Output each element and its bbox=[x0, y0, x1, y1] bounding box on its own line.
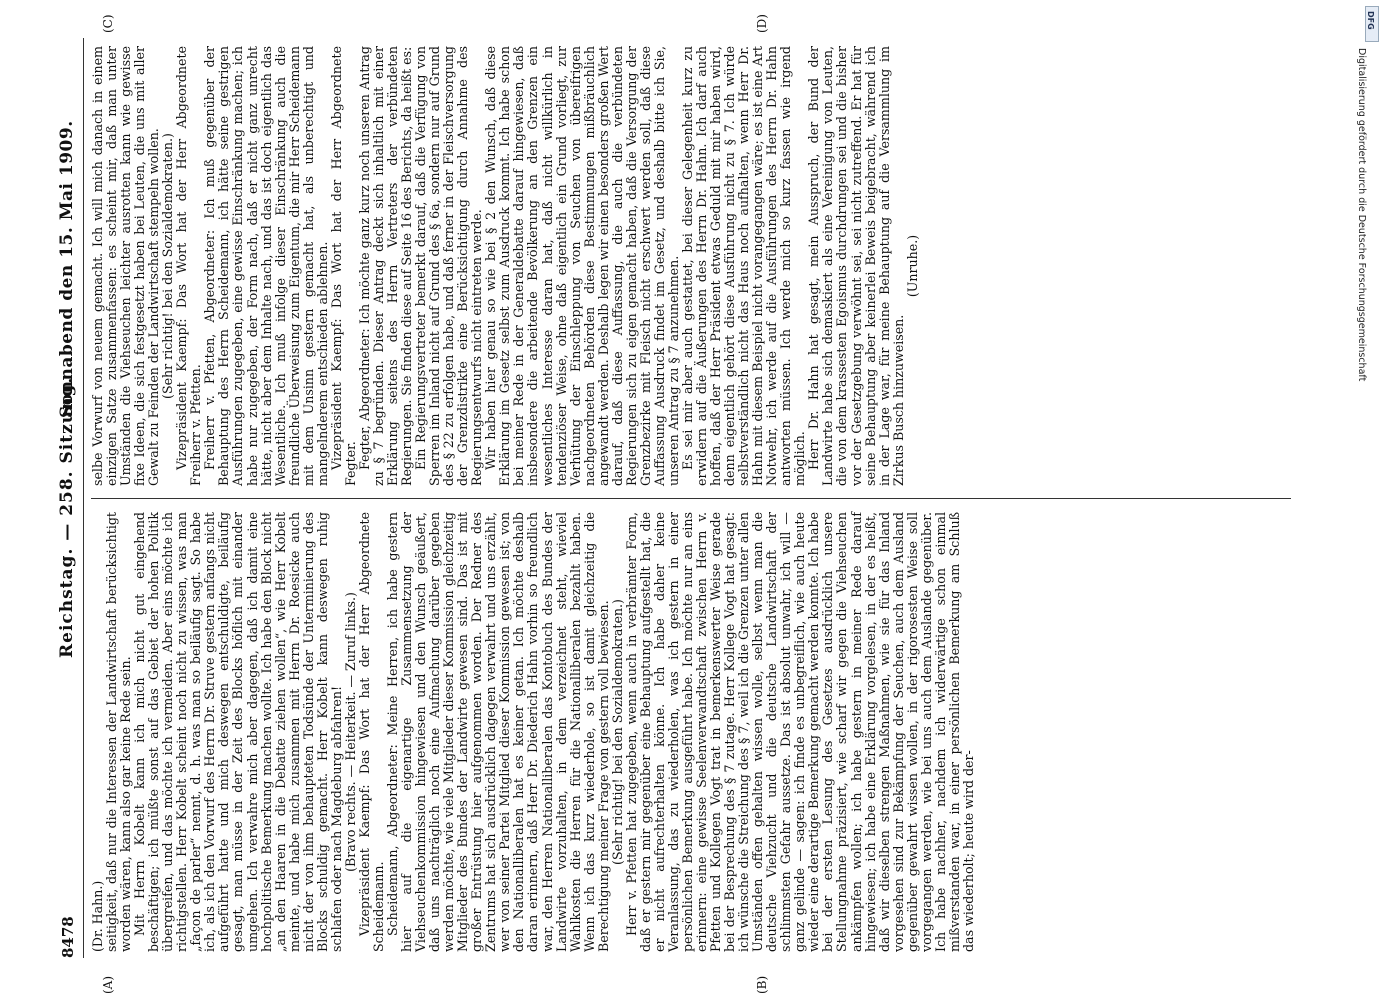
interjection: (Unruhe.) bbox=[904, 234, 920, 298]
chair-announcement: Vizepräsident Kaempf: Das Wort hat der Herr Abgeordnete Scheidemann. bbox=[356, 512, 386, 952]
interjection: (Bravo rechts. — Heiterkeit. — Zuruf links.) bbox=[342, 592, 358, 872]
speech-paragraph: Fegter, Abgeordneter: Ich möchte ganz kurz noch unseren Antrag zu § 7 begründen. Dieser Antrag deckt sich inhaltlich mit einer Erklärung seitens des Herrn Vertreters der verbündeten Regierungen. Sie finden diese auf Seite 16 des Berichts, da heißt es: bbox=[356, 46, 415, 486]
speech-paragraph: Herr v. Pfetten hat zugegeben, wenn auch in verbrämter Form, daß er gestern mir gegenüber eine Behauptung aufgestellt hat, die er nicht aufrechterhalten könne. Ich habe daher keine Veranlassung, das zu wiederholen, was ich gestern in einer persönlichen Bemerkung ausgeführt habe. Ich möchte nur an eins erinnern: eine gewisse Seelenverwandtschaft zwischen Herrn v. Pfetten und Kollegen Vogt trat in bemerkenswerter Weise gerade bei der Besprechung des § 7 zutage. Herr Kollege Vogt hat gesagt: ich wünsche die Streichung des § 7, weil ich die Grenzen unter allen Umständen offen gehalten wissen wolle, selbst wenn man die deutsche Viehzucht und die deutsche Landwirtschaft der schlimmsten Gefahr aussetze. Das ist absolut unwahr, ich will — ganz gelinde — sagen: ich finde es unbegreiflich, wie auch heute wieder eine derartige Bemerkung gemacht werden konnte. Ich habe bei der ersten Lesung des Gesetzes ausdrücklich unsere Stellungnahme präzisiert, wie scharf wir gegen die Viehseuchen ankämpfen wollen; ich habe gestern in meiner Rede darauf hingewiesen; ich habe eine Erklärung vorgelesen, in der es heißt, daß wir dieselben strengen Maßnahmen, wie sie für das Inland vorgesehen sind zur Bekämpfung der Seuchen, auch dem Ausland gegenüber gewahrt wissen wollen, in der rigorosesten Weise soll vorgegangen werden, wie bei uns auch dem Auslande gegenüber. Ich habe nachher, nachdem ich widerwärtige schon einmal mißverstanden war, in einer persönlichen Bemerkung am Schluß das wiederholt; heute wird der- bbox=[623, 512, 976, 952]
interjection: (Sehr richtig! bei den Sozialdemokraten.) bbox=[609, 599, 625, 865]
speech-paragraph: Scheidemann, Abgeordneter: Meine Herren, ich habe gestern hier auf die eigenartige Zusammensetzung der Viehseuchenkommission hingewiesen und den Wunsch geäußert, daß uns nachträglich noch eine Aufmachung darüber gegeben werden möchte, wie viele Mitglieder dieser Kommission gleichzeitig Mitglieder des Bundes der Landwirte gewesen sind. Das ist mit großer Entrüstung hier aufgenommen worden. Der Redner des Zentrums hat sich ausdrücklich dagegen verwahrt und uns erzählt, wer von seiner Partei Mitglied dieser Kommission gewesen ist; von den Nationalliberalen hat es keiner getan. Ich möchte deshalb daran erinnern, daß Herr Dr. Diederich Hahn vorhin so freundlich war, den Herren Nationalliberalen das Kontobuch des Bundes der Landwirte vorzuhalten, in dem verzeichnet steht, wieviel Wahlkosten die Herren für die Nationalliberalen bezahlt haben. Wenn ich das kurz wiederhole, so ist damit gleichzeitig die Berechtigung meiner Frage von gestern voll bewiesen. bbox=[384, 512, 611, 952]
header-rule bbox=[83, 38, 84, 958]
paragraph: selbe Vorwurf von neuem gemacht. Ich will mich danach in einem einzigen Satze zusammenfassen: es scheint mir, daß man unter Umständen die Viehseuchen leichter ausrotten kann wie gewisse fixe Ideen, die sich festgesetzt haben bei Leuten, die uns mit aller Gewalt zu Feinden der Landwirtschaft stempeln wollen. bbox=[90, 46, 162, 486]
margin-mark-b: (B) bbox=[755, 975, 769, 994]
page-header bbox=[55, 38, 83, 958]
right-column bbox=[91, 46, 920, 486]
dfg-logo-text: DFG bbox=[1366, 11, 1375, 30]
digitization-note bbox=[1356, 48, 1377, 688]
header-date: Sonnabend den 15. Mai 1909. bbox=[57, 120, 77, 418]
speaker-reference: (Dr. Hahn.) bbox=[90, 880, 105, 952]
dfg-logo bbox=[1365, 6, 1379, 42]
paragraph: Mit Herrn Kobelt kann ich mich nicht gut eingehend beschäftigen; ich müßte sonst auf das Gebiet der hohen Politik übergreifen, und das möchte ich vermeiden. Aber eins möchte ich richtigstellen. Herr Kobelt scheint noch nicht zu wissen, was man „façon de parler“ nennt, d. h. was man so beiläufig sagt. So habe ich, als ich den Vorwurf des Herrn Dr. Struve gestern anfangs nicht aufgeführt hatte und mich deswegen entschuldigte, beiläufig gesagt, man müsse in der Zeit des Blocks höflich mit einander umgehen. Ich verwahre mich aber dagegen, daß ich damit eine hochpolitische Bemerkung machen wollte. Ich habe den Block nicht „an den Haaren in die Debatte ziehen wollen“, wie Herr Kobelt meinte, und habe mich zusammen mit Herrn Dr. Roesicke auch nicht der von ihm behaupteten Todsünde der Unterminierung des Blocks schuldig gemacht. Herr Kobelt kann deswegen ruhig schlafen oder nach Magdeburg abfahren! bbox=[132, 512, 344, 952]
left-column bbox=[91, 512, 976, 952]
column-divider bbox=[91, 498, 1291, 499]
interjection: (Sehr richtig! bei den Sozialdemokraten.) bbox=[160, 133, 176, 399]
page-content bbox=[55, 14, 1305, 994]
speech-paragraph: Freiherr v. Pfetten, Abgeordneter: Ich muß gegenüber der Behauptung des Herrn Scheidemann, ich hätte seine gestrigen Ausführungen zugegeben, eine gewisse Einschränkung machen; ich habe nur zugegeben, der Form nach, daß er nicht ganz unrecht hätte, nicht aber dem Inhalte nach, und das ist doch eigentlich das Wesentliche. Ich muß infolge dieser Einschränkung auch die freundliche Überweisung zum Eigentum, die mir Herr Scheidemann mit dem Unsinn gestern gemacht hat, als unberechtigt und mangelnderem entschieden ablehnen. bbox=[202, 46, 330, 486]
page-number: 8478 bbox=[59, 916, 77, 958]
speech-paragraph: Es sei mir aber auch gestattet, bei dieser Gelegenheit kurz zu erwidern auf die Äußerungen des Herrn Dr. Hahn. Ich darf auch hoffen, daß der Herr Präsident etwas Geduld mit mir haben wird, denn eigentlich gehört diese Ausführung nicht zu § 7. Ich würde selbstverständlich nicht das Haus noch aufhalten, wenn Herr Dr. Hahn mit diesem Beispiel nicht vorangegangen wäre; es ist eine Art Notwehr, ich werde auf die Ausführungen des Herrn Dr. Hahn antworten müssen. Ich werde mich so kurz fassen wie irgend möglich. bbox=[679, 46, 808, 486]
paragraph: seitigkeit, daß nur die Interessen der Landwirtschaft berücksichtigt worden wären, kann also gar keine Rede sein. bbox=[104, 512, 134, 952]
margin-mark-d: (D) bbox=[755, 14, 769, 33]
speech-paragraph: Herr Dr. Hahn hat gesagt, mein Ausspruch, der Bund der Landwirte habe sich demaskiert als eine Vereinigung von Leuten, die von dem krassesten Egoismus durchdrungen sei und die bisher vor der Gesetzgebung verwöhnt sei, sei nicht zutreffend. Er hat für seine Behauptung aber keinerlei Beweis beigebracht, während ich in der Lage war, für meine Behauptung auf die Versammlung im Zirkus Busch hinzuweisen. bbox=[806, 46, 906, 486]
chair-announcement: Vizepräsident Kaempf: Das Wort hat der Herr Abgeordnete Fegter. bbox=[328, 46, 358, 486]
speech-paragraph: Wir haben hier genau so wie bei § 2 den Wunsch, daß diese Erklärung im Gesetz selbst zum Ausdruck kommt. Ich habe schon bei meiner Rede in der Generaldebatte darauf hingewiesen, daß insbesondere die arbeitende Bevölkerung an den Grenzen ein wesentliches Interesse daran hat, daß nicht willkürlich in tendenziöser Weise, ohne daß eigentlich ein Grund vorliegt, zur Verhütung der Einschleppung von Seuchen von übereifrigen nachgeordneten Behörden diese Bestimmungen mißbräuchlich angewandt werden. Deshalb legen wir einen besonders großen Wert darauf, daß diese Auffassung, die auch die verbündeten Regierungen sich zu eigen gemacht haben, daß die Versorgung der Grenzbezirke mit Fleisch nicht erschwert werden soll, daß diese Auffassung Ausdruck findet im Gesetz, und deshalb bitte ich Sie, unseren Antrag zu § 7 anzunehmen. bbox=[483, 46, 681, 486]
quoted-passage: Ein Regierungsvertreter bemerkt darauf, daß die Verfügung von Sperren im Inland nicht auf Grund des § 6a, sondern nur auf Grund des § 22 zu erfolgen habe, und daß ferner in der Fleischversorgung der Grenzdistrikte eine Berücksichtigung durch Annahme des Regierungsentwurfs nicht eintreten werde. bbox=[413, 46, 485, 486]
margin-mark-a: (A) bbox=[101, 975, 115, 994]
margin-mark-c: (C) bbox=[101, 14, 115, 33]
chair-announcement: Vizepräsident Kaempf: Das Wort hat der Herr Abgeordnete Freiherr v. Pfetten. bbox=[174, 46, 204, 486]
header-session-title: Reichstag. — 258. Sitzung. bbox=[57, 376, 77, 658]
digitization-note-text: Digitalisierung gefördert durch die Deutsche Forschungsgemeinschaft bbox=[1356, 48, 1367, 382]
